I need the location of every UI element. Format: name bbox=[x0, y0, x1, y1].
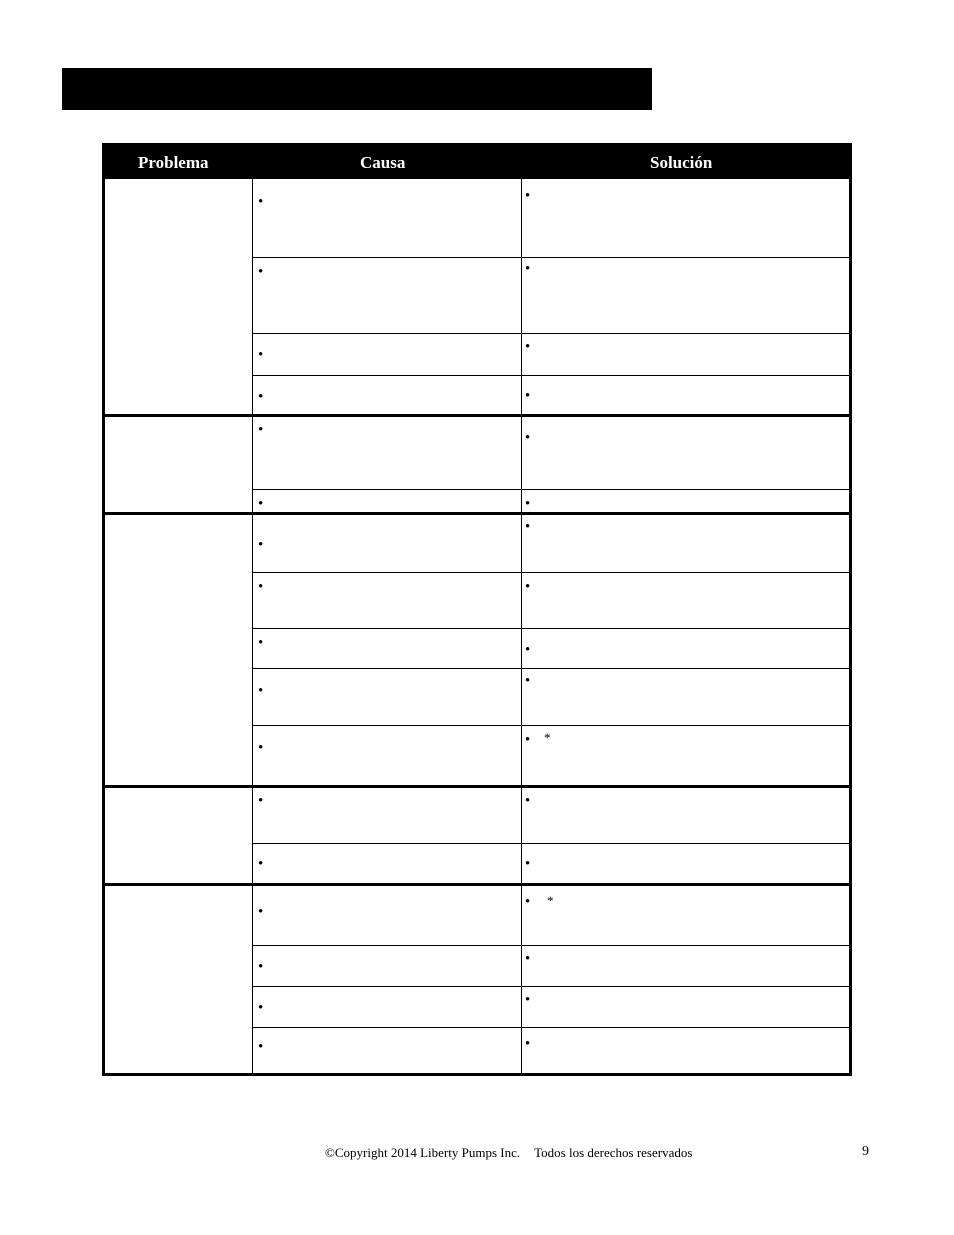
table-header bbox=[105, 146, 849, 179]
list-bullet: • bbox=[525, 579, 531, 595]
list-bullet: • bbox=[525, 339, 531, 355]
list-bullet: • bbox=[525, 894, 531, 910]
list-bullet: • bbox=[525, 496, 531, 512]
row-separator bbox=[252, 628, 849, 629]
list-bullet: • bbox=[258, 422, 264, 438]
list-bullet: • bbox=[258, 793, 264, 809]
list-bullet: • bbox=[258, 740, 264, 756]
list-bullet: • bbox=[258, 1000, 264, 1016]
group-separator bbox=[105, 512, 849, 515]
list-bullet: • bbox=[258, 194, 264, 210]
list-bullet: • bbox=[258, 856, 264, 872]
footer bbox=[325, 1145, 692, 1161]
row-separator bbox=[252, 986, 849, 987]
troubleshooting-table bbox=[102, 143, 852, 1076]
row-separator bbox=[252, 375, 849, 376]
row-separator bbox=[252, 572, 849, 573]
rights-text: Todos los derechos reservados bbox=[534, 1145, 693, 1160]
list-bullet: • bbox=[525, 519, 531, 535]
list-bullet: • bbox=[258, 683, 264, 699]
group-separator bbox=[105, 785, 849, 788]
list-bullet: • bbox=[525, 261, 531, 277]
list-bullet: • bbox=[258, 959, 264, 975]
list-bullet: • bbox=[525, 856, 531, 872]
page-number: 9 bbox=[862, 1144, 869, 1159]
list-bullet: • bbox=[525, 188, 531, 204]
group-separator bbox=[105, 883, 849, 886]
list-bullet: • bbox=[258, 537, 264, 553]
list-bullet: • bbox=[525, 732, 531, 748]
column-divider bbox=[252, 179, 253, 1073]
list-bullet: • bbox=[525, 388, 531, 404]
list-bullet: • bbox=[258, 347, 264, 363]
list-bullet: • bbox=[525, 1036, 531, 1052]
group-separator bbox=[105, 414, 849, 417]
list-bullet: • bbox=[258, 1039, 264, 1055]
list-bullet: • bbox=[525, 430, 531, 446]
list-bullet: • bbox=[258, 264, 264, 280]
note-asterisk: * bbox=[544, 730, 551, 745]
list-bullet: • bbox=[258, 579, 264, 595]
list-bullet: • bbox=[525, 673, 531, 689]
list-bullet: • bbox=[525, 992, 531, 1008]
row-separator bbox=[252, 489, 849, 490]
list-bullet: • bbox=[258, 635, 264, 651]
row-separator bbox=[252, 668, 849, 669]
list-bullet: • bbox=[258, 389, 264, 405]
list-bullet: • bbox=[525, 642, 531, 658]
row-separator bbox=[252, 725, 849, 726]
row-separator bbox=[252, 843, 849, 844]
header-solution: Solución bbox=[650, 153, 713, 172]
list-bullet: • bbox=[258, 496, 264, 512]
row-separator bbox=[252, 257, 849, 258]
list-bullet: • bbox=[525, 793, 531, 809]
section-title-bar bbox=[62, 68, 652, 110]
list-bullet: • bbox=[258, 904, 264, 920]
row-separator bbox=[252, 333, 849, 334]
note-asterisk: * bbox=[547, 893, 554, 908]
row-separator bbox=[252, 1027, 849, 1028]
header-problem: Problema bbox=[138, 153, 209, 172]
copyright-text: ©Copyright 2014 Liberty Pumps Inc. bbox=[325, 1145, 521, 1160]
list-bullet: • bbox=[525, 951, 531, 967]
column-divider bbox=[521, 179, 522, 1073]
header-cause: Causa bbox=[360, 153, 406, 172]
row-separator bbox=[252, 945, 849, 946]
